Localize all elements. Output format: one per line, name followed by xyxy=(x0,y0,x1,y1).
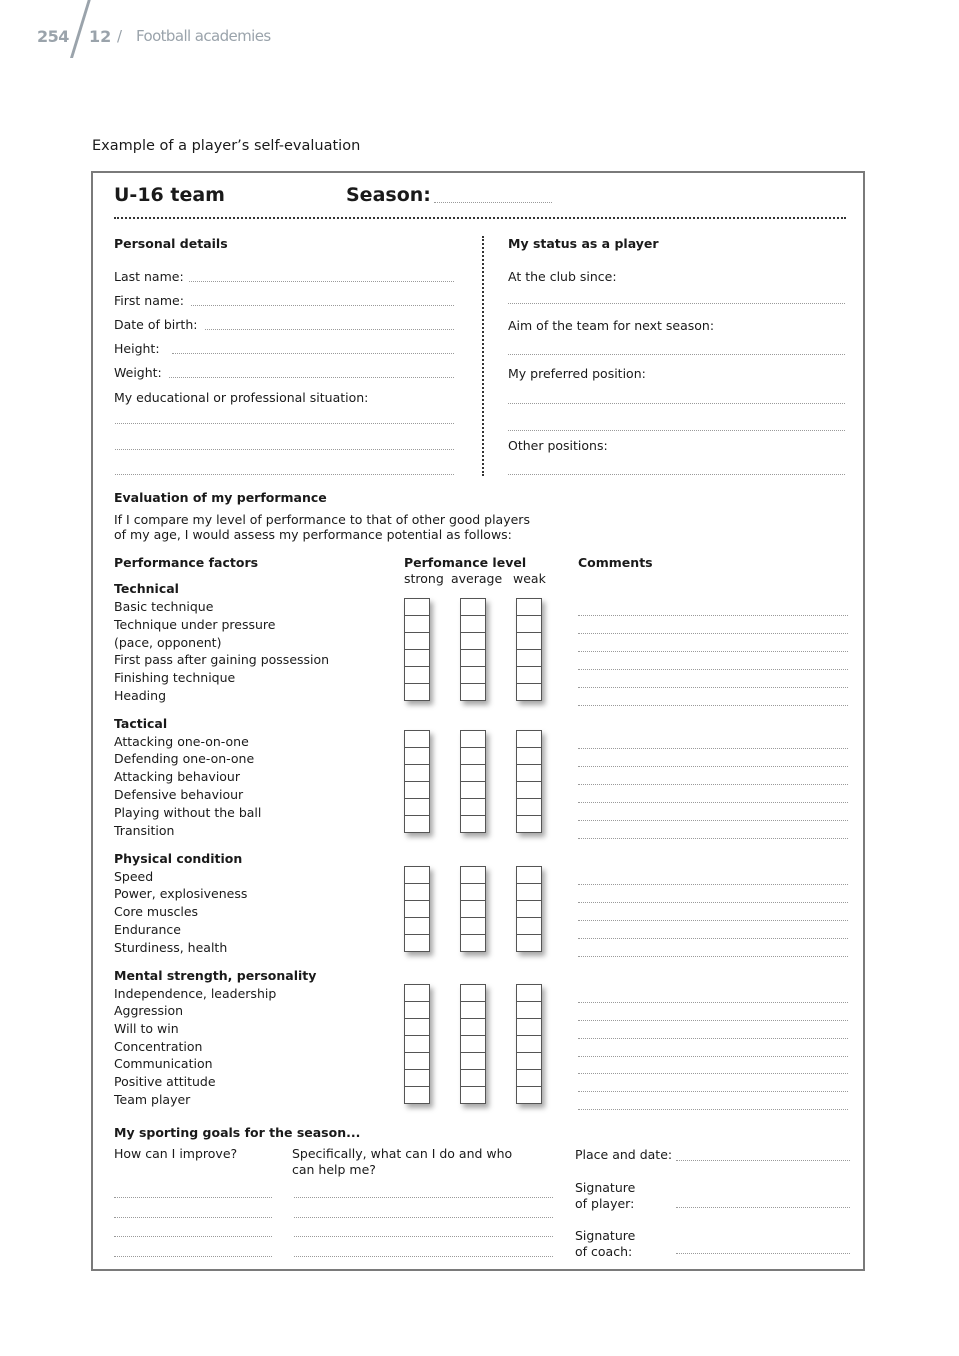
checkbox-weak[interactable] xyxy=(516,1001,542,1019)
personal-details-heading: Personal details xyxy=(114,236,228,251)
comment-line[interactable] xyxy=(578,687,848,688)
tactical-strong-column xyxy=(404,730,430,833)
factor-item: Communication xyxy=(114,1056,213,1071)
factor-item: (pace, opponent) xyxy=(114,635,222,650)
checkbox-average[interactable] xyxy=(460,1052,486,1070)
group-mental-heading: Mental strength, personality xyxy=(114,968,317,983)
checkbox-average[interactable] xyxy=(460,730,486,748)
checkbox-weak[interactable] xyxy=(516,866,542,884)
factor-item: Finishing technique xyxy=(114,670,236,685)
evaluation-intro-line-2: of my age, I would assess my performance potential as follows: xyxy=(114,527,512,542)
factors-column-header: Performance factors xyxy=(114,555,259,570)
checkbox-weak[interactable] xyxy=(516,683,542,701)
factor-item: Aggression xyxy=(114,1003,184,1018)
comments-column-header: Comments xyxy=(578,555,653,570)
specific-line-4[interactable] xyxy=(294,1256,553,1257)
level-average: average xyxy=(451,571,503,586)
checkbox-strong[interactable] xyxy=(404,649,430,667)
season-label: Season: xyxy=(346,184,431,206)
player-signature-label-line-2: of player: xyxy=(575,1196,635,1211)
technical-average-column xyxy=(460,598,486,701)
checkbox-strong[interactable] xyxy=(404,984,430,1002)
factor-item: Team player xyxy=(114,1092,191,1107)
checkbox-average[interactable] xyxy=(460,1018,486,1036)
weight-field[interactable] xyxy=(169,377,454,378)
place-date-label: Place and date: xyxy=(575,1147,673,1162)
checkbox-average[interactable] xyxy=(460,683,486,701)
comment-line[interactable] xyxy=(578,1091,848,1092)
factor-item: Core muscles xyxy=(114,904,199,919)
improve-line-1[interactable] xyxy=(114,1197,272,1198)
evaluation-heading: Evaluation of my performance xyxy=(114,490,327,505)
header-divider xyxy=(114,217,846,219)
checkbox-average[interactable] xyxy=(460,615,486,633)
physical-weak-column xyxy=(516,866,542,952)
checkbox-strong[interactable] xyxy=(404,866,430,884)
checkbox-weak[interactable] xyxy=(516,934,542,952)
checkbox-weak[interactable] xyxy=(516,764,542,782)
level-column-header: Perfomance level xyxy=(404,555,527,570)
improve-line-2[interactable] xyxy=(114,1217,272,1218)
tactical-average-column xyxy=(460,730,486,833)
specific-line-2[interactable] xyxy=(294,1217,553,1218)
form-frame xyxy=(91,171,865,1271)
checkbox-strong[interactable] xyxy=(404,1001,430,1019)
comment-line[interactable] xyxy=(578,820,848,821)
specific-line-3[interactable] xyxy=(294,1236,553,1237)
chapter-title: Football academies xyxy=(136,27,271,45)
comment-line[interactable] xyxy=(578,956,848,957)
factor-item: Attacking one-on-one xyxy=(114,734,249,749)
checkbox-strong[interactable] xyxy=(404,1086,430,1104)
technical-strong-column xyxy=(404,598,430,701)
physical-average-column xyxy=(460,866,486,952)
factor-item: Heading xyxy=(114,688,167,703)
comment-line[interactable] xyxy=(578,633,848,634)
factor-item: Defending one-on-one xyxy=(114,751,255,766)
factor-item: Positive attitude xyxy=(114,1074,216,1089)
checkbox-weak[interactable] xyxy=(516,1052,542,1070)
preferred-position-line-1[interactable] xyxy=(508,403,845,404)
checkbox-strong[interactable] xyxy=(404,666,430,684)
date-of-birth-field[interactable] xyxy=(205,329,454,330)
factor-item: Playing without the ball xyxy=(114,805,262,820)
coach-signature-label-line-1: Signature xyxy=(575,1228,636,1243)
checkbox-average[interactable] xyxy=(460,781,486,799)
checkbox-strong[interactable] xyxy=(404,883,430,901)
checkbox-average[interactable] xyxy=(460,934,486,952)
team-aim-field[interactable] xyxy=(508,354,845,355)
factor-item: Endurance xyxy=(114,922,181,937)
comment-line[interactable] xyxy=(578,748,848,749)
checkbox-weak[interactable] xyxy=(516,781,542,799)
checkbox-weak[interactable] xyxy=(516,598,542,616)
checkbox-strong[interactable] xyxy=(404,798,430,816)
chapter-number: 12 xyxy=(89,27,112,46)
factor-item: Will to win xyxy=(114,1021,179,1036)
group-tactical-heading: Tactical xyxy=(114,716,168,731)
checkbox-strong[interactable] xyxy=(404,683,430,701)
group-technical-heading: Technical xyxy=(114,581,179,596)
comment-line[interactable] xyxy=(578,802,848,803)
status-heading: My status as a player xyxy=(508,236,659,251)
group-physical-heading: Physical condition xyxy=(114,851,243,866)
checkbox-average[interactable] xyxy=(460,866,486,884)
checkbox-weak[interactable] xyxy=(516,632,542,650)
last-name-label: Last name: xyxy=(114,269,184,284)
first-name-field[interactable] xyxy=(191,305,454,306)
club-since-label: At the club since: xyxy=(508,269,617,284)
checkbox-strong[interactable] xyxy=(404,1035,430,1053)
checkbox-strong[interactable] xyxy=(404,934,430,952)
player-signature-label-line-1: Signature xyxy=(575,1180,636,1195)
checkbox-weak[interactable] xyxy=(516,747,542,765)
mental-strong-column xyxy=(404,984,430,1104)
checkbox-strong[interactable] xyxy=(404,1052,430,1070)
club-since-field[interactable] xyxy=(508,303,845,304)
factor-item: Defensive behaviour xyxy=(114,787,244,802)
comment-line[interactable] xyxy=(578,938,848,939)
comment-line[interactable] xyxy=(578,1056,848,1057)
factor-item: Transition xyxy=(114,823,175,838)
checkbox-weak[interactable] xyxy=(516,1035,542,1053)
situation-line-2[interactable] xyxy=(115,449,454,450)
level-weak: weak xyxy=(513,571,546,586)
player-signature-field[interactable] xyxy=(676,1207,850,1208)
tactical-weak-column xyxy=(516,730,542,833)
page-number: 254 xyxy=(37,27,69,46)
checkbox-average[interactable] xyxy=(460,984,486,1002)
improve-line-3[interactable] xyxy=(114,1236,272,1237)
checkbox-average[interactable] xyxy=(460,632,486,650)
improve-line-4[interactable] xyxy=(114,1256,272,1257)
checkbox-weak[interactable] xyxy=(516,649,542,667)
situation-label: My educational or professional situation: xyxy=(114,390,369,405)
comment-line[interactable] xyxy=(578,1109,848,1110)
checkbox-average[interactable] xyxy=(460,764,486,782)
checkbox-strong[interactable] xyxy=(404,815,430,833)
checkbox-weak[interactable] xyxy=(516,984,542,1002)
first-name-label: First name: xyxy=(114,293,184,308)
checkbox-weak[interactable] xyxy=(516,798,542,816)
last-name-field[interactable] xyxy=(189,281,454,282)
technical-weak-column xyxy=(516,598,542,701)
factor-item: Basic technique xyxy=(114,599,214,614)
coach-signature-field[interactable] xyxy=(676,1253,850,1254)
place-date-field[interactable] xyxy=(676,1160,850,1161)
checkbox-average[interactable] xyxy=(460,815,486,833)
factor-item: Speed xyxy=(114,869,154,884)
checkbox-average[interactable] xyxy=(460,883,486,901)
checkbox-average[interactable] xyxy=(460,747,486,765)
column-divider xyxy=(482,236,484,476)
checkbox-average[interactable] xyxy=(460,666,486,684)
checkbox-weak[interactable] xyxy=(516,1069,542,1087)
height-field[interactable] xyxy=(172,353,454,354)
comment-line[interactable] xyxy=(578,1020,848,1021)
factor-item: Attacking behaviour xyxy=(114,769,240,784)
checkbox-average[interactable] xyxy=(460,917,486,935)
comment-line[interactable] xyxy=(578,838,848,839)
comment-line[interactable] xyxy=(578,669,848,670)
checkbox-strong[interactable] xyxy=(404,615,430,633)
factor-item: Concentration xyxy=(114,1039,203,1054)
checkbox-average[interactable] xyxy=(460,798,486,816)
mental-weak-column xyxy=(516,984,542,1104)
checkbox-strong[interactable] xyxy=(404,764,430,782)
comment-line[interactable] xyxy=(578,615,848,616)
mental-average-column xyxy=(460,984,486,1104)
checkbox-weak[interactable] xyxy=(516,666,542,684)
figure-caption: Example of a player’s self-evaluation xyxy=(92,138,361,154)
checkbox-strong[interactable] xyxy=(404,1018,430,1036)
comment-line[interactable] xyxy=(578,784,848,785)
comment-line[interactable] xyxy=(578,1073,848,1074)
comment-line[interactable] xyxy=(578,920,848,921)
checkbox-strong[interactable] xyxy=(404,632,430,650)
factor-item: Technique under pressure xyxy=(114,617,276,632)
preferred-position-label: My preferred position: xyxy=(508,366,646,381)
situation-line-1[interactable] xyxy=(115,423,454,424)
factor-item: Independence, leadership xyxy=(114,986,277,1001)
checkbox-weak[interactable] xyxy=(516,615,542,633)
checkbox-weak[interactable] xyxy=(516,730,542,748)
team-aim-label: Aim of the team for next season: xyxy=(508,318,715,333)
specific-label-line-2: can help me? xyxy=(292,1162,376,1177)
weight-label: Weight: xyxy=(114,365,162,380)
checkbox-strong[interactable] xyxy=(404,730,430,748)
comment-line[interactable] xyxy=(578,1038,848,1039)
date-of-birth-label: Date of birth: xyxy=(114,317,198,332)
checkbox-strong[interactable] xyxy=(404,917,430,935)
checkbox-average[interactable] xyxy=(460,1035,486,1053)
checkbox-strong[interactable] xyxy=(404,598,430,616)
checkbox-average[interactable] xyxy=(460,598,486,616)
checkbox-weak[interactable] xyxy=(516,883,542,901)
season-field[interactable] xyxy=(434,202,552,203)
other-positions-label: Other positions: xyxy=(508,438,608,453)
checkbox-weak[interactable] xyxy=(516,900,542,918)
comment-line[interactable] xyxy=(578,651,848,652)
team-title: U-16 team xyxy=(114,184,225,206)
checkbox-weak[interactable] xyxy=(516,1018,542,1036)
checkbox-average[interactable] xyxy=(460,900,486,918)
checkbox-strong[interactable] xyxy=(404,900,430,918)
evaluation-intro-line-1: If I compare my level of performance to that of other good players xyxy=(114,512,530,527)
other-positions-field[interactable] xyxy=(508,474,845,475)
checkbox-weak[interactable] xyxy=(516,1086,542,1104)
header-separator: / xyxy=(117,27,123,45)
factor-item: Power, explosiveness xyxy=(114,886,248,901)
checkbox-average[interactable] xyxy=(460,1086,486,1104)
preferred-position-line-2[interactable] xyxy=(508,430,845,431)
situation-line-3[interactable] xyxy=(115,474,454,475)
comment-line[interactable] xyxy=(578,766,848,767)
specific-line-1[interactable] xyxy=(294,1197,553,1198)
comment-line[interactable] xyxy=(578,1002,848,1003)
checkbox-strong[interactable] xyxy=(404,747,430,765)
checkbox-weak[interactable] xyxy=(516,815,542,833)
factor-item: Sturdiness, health xyxy=(114,940,228,955)
goals-heading: My sporting goals for the season... xyxy=(114,1125,361,1140)
checkbox-strong[interactable] xyxy=(404,1069,430,1087)
checkbox-average[interactable] xyxy=(460,1001,486,1019)
physical-strong-column xyxy=(404,866,430,952)
checkbox-weak[interactable] xyxy=(516,917,542,935)
comment-line[interactable] xyxy=(578,902,848,903)
improve-label: How can I improve? xyxy=(114,1146,238,1161)
level-strong: strong xyxy=(404,571,444,586)
checkbox-average[interactable] xyxy=(460,649,486,667)
checkbox-average[interactable] xyxy=(460,1069,486,1087)
height-label: Height: xyxy=(114,341,160,356)
factor-item: First pass after gaining possession xyxy=(114,652,330,667)
specific-label-line-1: Specifically, what can I do and who xyxy=(292,1146,513,1161)
checkbox-strong[interactable] xyxy=(404,781,430,799)
coach-signature-label-line-2: of coach: xyxy=(575,1244,633,1259)
comment-line[interactable] xyxy=(578,705,848,706)
comment-line[interactable] xyxy=(578,884,848,885)
